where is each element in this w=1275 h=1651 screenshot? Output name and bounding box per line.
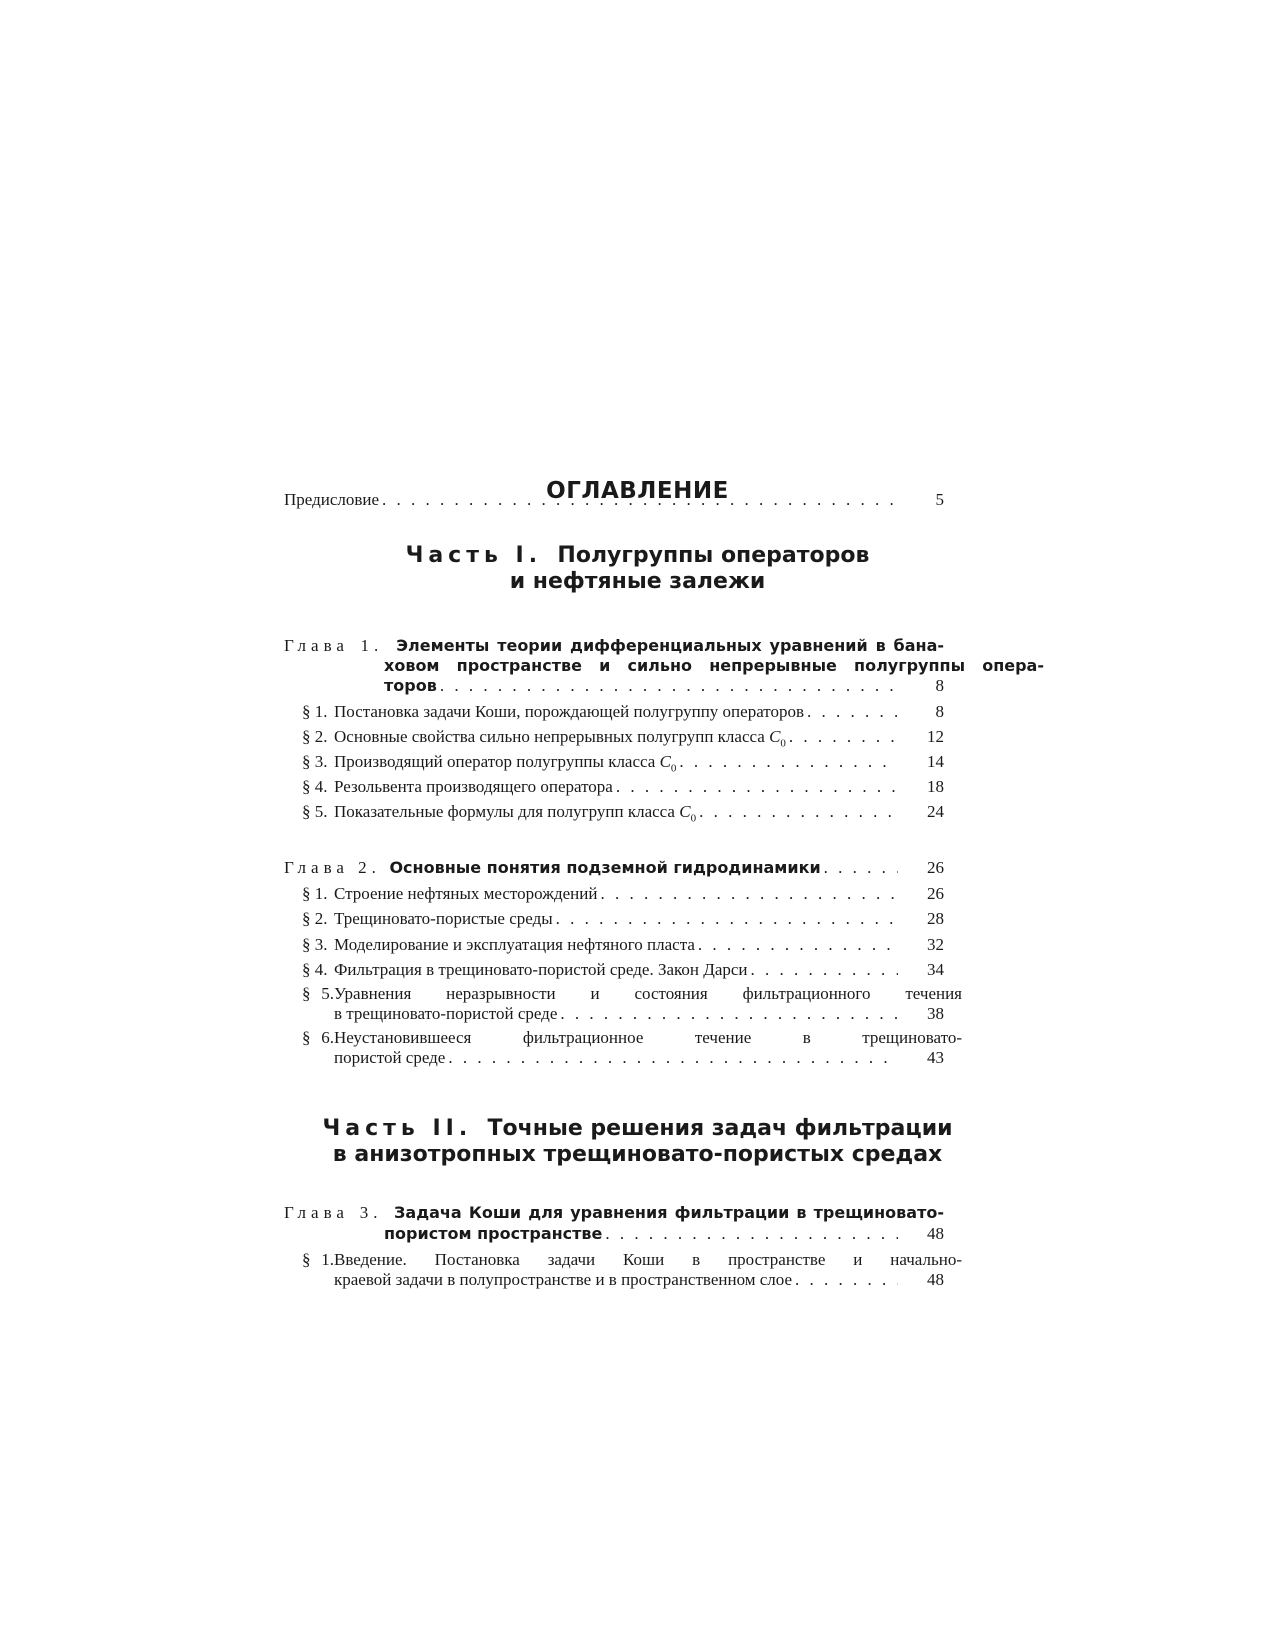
section-title-line2: краевой задачи в полупространстве и в пространственном слое bbox=[334, 1270, 793, 1289]
leader-dots bbox=[560, 1004, 898, 1024]
leader-dots bbox=[789, 727, 898, 747]
section-title-line2: в трещиновато-пористой среде bbox=[334, 1004, 558, 1023]
toc-section-cont bbox=[334, 1270, 944, 1290]
math-subscript: 0 bbox=[690, 812, 697, 825]
toc-section-cont bbox=[334, 1048, 944, 1068]
part-title-line1: Полугруппы операторов bbox=[557, 543, 870, 568]
page-number: 26 bbox=[927, 858, 944, 877]
leader-dots bbox=[440, 676, 898, 696]
page-number: 24 bbox=[927, 802, 944, 821]
section-number: § 1. bbox=[302, 884, 328, 903]
section-number: § 5. bbox=[302, 802, 328, 821]
leader-dots bbox=[556, 909, 898, 929]
leader-dots bbox=[807, 702, 898, 722]
page-number: 28 bbox=[927, 909, 944, 928]
toc-entry-preface[interactable] bbox=[284, 490, 944, 510]
toc-section[interactable] bbox=[284, 727, 944, 753]
toc-section[interactable] bbox=[284, 1250, 1008, 1270]
section-title-line1: Неустановившееся фильтрационное течение в трещиновато- bbox=[334, 1028, 962, 1047]
section-number: § 2. bbox=[302, 909, 328, 928]
toc-section[interactable] bbox=[284, 702, 944, 722]
section-title: Постановка задачи Коши, порождающей полугруппу операторов bbox=[334, 702, 805, 721]
leader-dots bbox=[699, 802, 898, 822]
chapter-3-heading[interactable] bbox=[284, 1203, 990, 1223]
section-number: § 3. bbox=[302, 935, 328, 954]
page-number: 5 bbox=[935, 490, 944, 509]
math-symbol: C bbox=[659, 752, 671, 771]
part-heading-2 bbox=[0, 1116, 1275, 1168]
page-number: 12 bbox=[927, 727, 944, 746]
leader-dots bbox=[605, 1224, 898, 1244]
chapter-1-heading[interactable] bbox=[284, 636, 990, 656]
toc-section[interactable] bbox=[284, 752, 944, 778]
chapter-3-heading-end bbox=[284, 1224, 944, 1244]
leader-dots bbox=[616, 777, 898, 797]
toc-section[interactable] bbox=[284, 909, 944, 929]
section-number: § 5. bbox=[302, 984, 334, 1003]
page-number: 34 bbox=[927, 960, 944, 979]
leader-dots bbox=[751, 960, 898, 980]
part-title-line1: Точные решения задач фильтрации bbox=[487, 1116, 953, 1141]
math-symbol: C bbox=[679, 802, 691, 821]
section-title: Фильтрация в трещиновато-пористой среде. Закон Дарси bbox=[334, 960, 748, 979]
toc-section[interactable] bbox=[284, 1028, 1008, 1048]
page-number: 48 bbox=[927, 1270, 944, 1289]
chapter-title-line2: ховом пространстве и сильно непрерывные полугруппы опера- bbox=[384, 656, 1044, 675]
chapter-1-heading-cont bbox=[284, 656, 1090, 676]
toc-section[interactable] bbox=[284, 802, 944, 828]
section-title: Моделирование и эксплуатация нефтяного пласта bbox=[334, 935, 695, 954]
toc-section[interactable] bbox=[284, 884, 944, 904]
page-number: 18 bbox=[927, 777, 944, 796]
page-number: 26 bbox=[927, 884, 944, 903]
section-title-line1: Введение. Постановка задачи Коши в пространстве и начально- bbox=[334, 1250, 962, 1269]
section-title: Производящий оператор полугруппы класса bbox=[334, 752, 656, 771]
section-number: § 2. bbox=[302, 727, 328, 746]
chapter-title-line1: Задача Коши для уравнения фильтрации в трещиновато- bbox=[394, 1203, 944, 1222]
leader-dots bbox=[600, 884, 898, 904]
toc-entry-label: Предисловие bbox=[284, 490, 380, 509]
page-number: 32 bbox=[927, 935, 944, 954]
page-number: 8 bbox=[935, 702, 944, 721]
page-title: ОГЛАВЛЕНИЕ bbox=[546, 478, 729, 504]
chapter-label: Глава 1. bbox=[284, 636, 384, 655]
chapter-label: Глава 2. bbox=[284, 858, 381, 877]
chapter-label: Глава 3. bbox=[284, 1203, 383, 1222]
chapter-title-line3: торов bbox=[384, 676, 437, 695]
page-number: 43 bbox=[927, 1048, 944, 1067]
section-title: Строение нефтяных месторождений bbox=[334, 884, 598, 903]
leader-dots bbox=[795, 1270, 898, 1290]
section-title: Резольвента производящего оператора bbox=[334, 777, 613, 796]
toc-section-cont bbox=[334, 1004, 944, 1024]
leader-dots bbox=[448, 1048, 898, 1068]
chapter-title-line2: пористом пространстве bbox=[384, 1224, 603, 1243]
section-number: § 1. bbox=[302, 1250, 334, 1269]
section-title: Показательные формулы для полугрупп класса bbox=[334, 802, 675, 821]
chapter-title-line1: Элементы теории дифференциальных уравнений в бана- bbox=[396, 636, 945, 655]
part-title-line2: и нефтяные залежи bbox=[509, 569, 766, 594]
leader-dots bbox=[824, 858, 898, 878]
section-number: § 6. bbox=[302, 1028, 334, 1047]
section-title-line1: Уравнения неразрывности и состояния фильтрационного течения bbox=[334, 984, 962, 1003]
leader-dots bbox=[382, 490, 898, 510]
page-number: 14 bbox=[927, 752, 944, 771]
part-label: Часть II. bbox=[322, 1116, 473, 1141]
part-title-line2: в анизотропных трещиновато-пористых средах bbox=[332, 1142, 943, 1167]
toc-section[interactable] bbox=[284, 935, 944, 955]
section-number: § 4. bbox=[302, 777, 328, 796]
math-subscript: 0 bbox=[780, 737, 786, 750]
toc-section[interactable] bbox=[284, 777, 944, 797]
part-label: Часть I. bbox=[405, 543, 543, 568]
section-title: Трещиновато-пористые среды bbox=[334, 909, 553, 928]
page-number: 38 bbox=[927, 1004, 944, 1023]
chapter-1-heading-end bbox=[284, 676, 944, 696]
section-title: Основные свойства сильно непрерывных полугрупп класса bbox=[334, 727, 765, 746]
section-title-line2: пористой среде bbox=[334, 1048, 446, 1067]
section-number: § 1. bbox=[302, 702, 328, 721]
chapter-2-heading[interactable] bbox=[284, 858, 944, 878]
page-number: 48 bbox=[927, 1224, 944, 1243]
toc-section[interactable] bbox=[284, 984, 1008, 1004]
leader-dots bbox=[679, 752, 898, 772]
page-number: 8 bbox=[935, 676, 944, 695]
math-symbol: C bbox=[769, 727, 781, 746]
part-heading-1 bbox=[0, 543, 1275, 595]
toc-section[interactable] bbox=[284, 960, 944, 980]
math-subscript: 0 bbox=[670, 762, 677, 775]
section-number: § 4. bbox=[302, 960, 328, 979]
leader-dots bbox=[698, 935, 898, 955]
section-number: § 3. bbox=[302, 752, 328, 771]
chapter-title: Основные понятия подземной гидродинамики bbox=[389, 858, 821, 877]
